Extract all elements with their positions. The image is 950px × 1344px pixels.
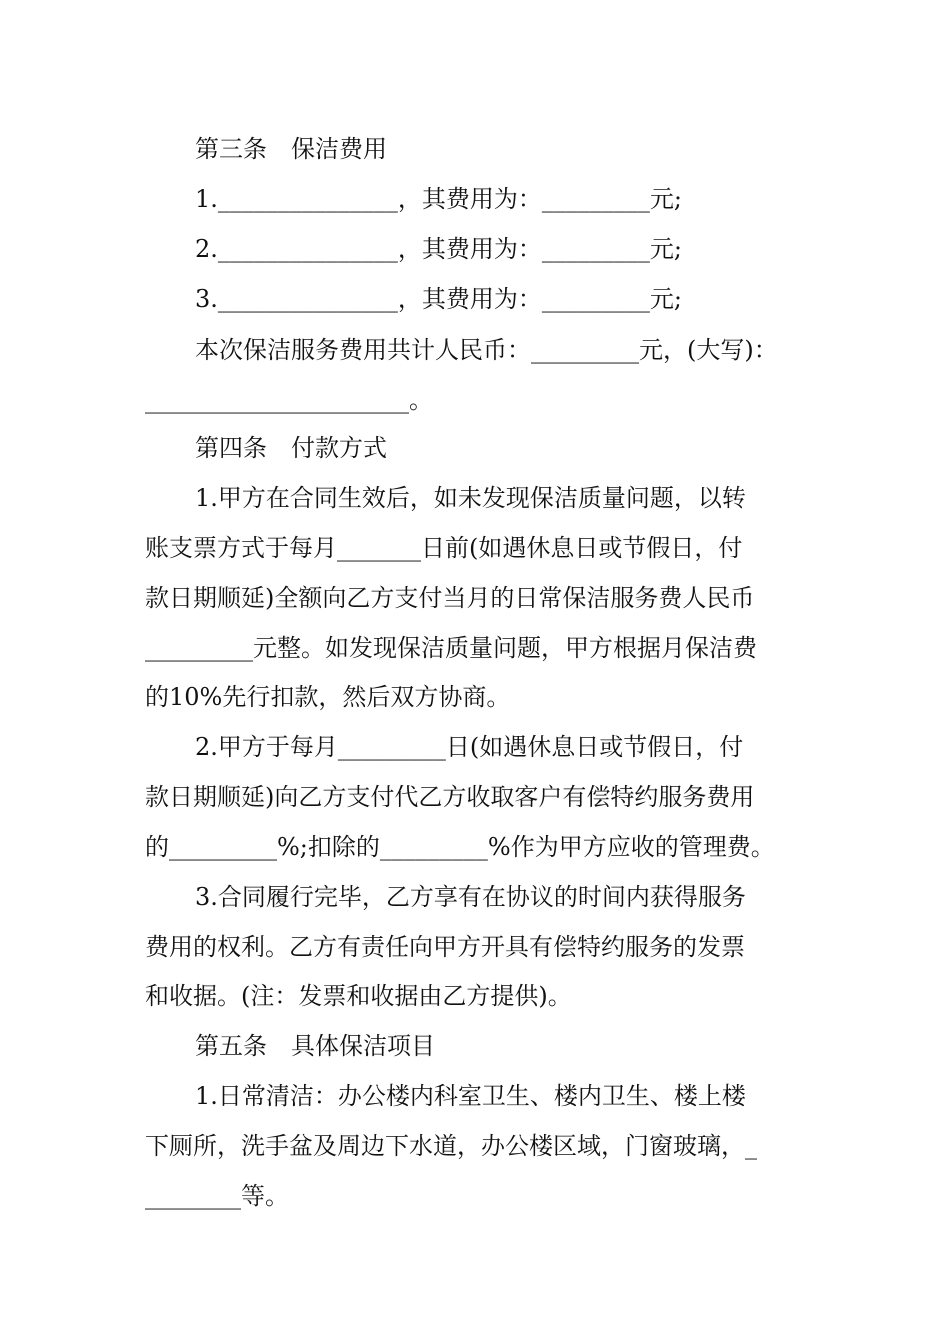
- fee-item-2: 2._______________，其费用为：_________元;: [195, 235, 682, 263]
- payment-clause-3-line-2: 费用的权利。乙方有责任向甲方开具有偿特约服务的发票: [145, 933, 745, 961]
- fee-item-3: 3._______________，其费用为：_________元;: [195, 285, 682, 313]
- cleaning-item-1-line-2: 下厕所，洗手盆及周边下水道，办公楼区域，门窗玻璃，_: [145, 1132, 757, 1160]
- payment-clause-2-line-2: 款日期顺延)向乙方支付代乙方收取客户有偿特约服务费用: [145, 783, 755, 811]
- cleaning-item-1-line-1: 1.日常清洁：办公楼内科室卫生、楼内卫生、楼上楼: [195, 1082, 746, 1110]
- total-fee-uppercase: ______________________。: [145, 386, 433, 414]
- payment-clause-1-line-3: 款日期顺延)全额向乙方支付当月的日常保洁服务费人民币: [145, 584, 755, 612]
- payment-clause-2-line-3: 的_________%;扣除的_________%作为甲方应收的管理费。: [145, 833, 775, 861]
- payment-clause-1-line-5: 的10%先行扣款，然后双方协商。: [145, 683, 511, 711]
- total-fee-line: 本次保洁服务费用共计人民币：_________元，(大写)：: [195, 336, 778, 364]
- article-3-heading: 第三条 保洁费用: [195, 135, 387, 163]
- payment-clause-1-line-1: 1.甲方在合同生效后，如未发现保洁质量问题，以转: [195, 484, 746, 512]
- payment-clause-2-line-1: 2.甲方于每月_________日(如遇休息日或节假日，付: [195, 733, 744, 761]
- article-5-heading: 第五条 具体保洁项目: [195, 1032, 435, 1060]
- article-4-heading: 第四条 付款方式: [195, 434, 387, 462]
- payment-clause-1-line-4: _________元整。如发现保洁质量问题，甲方根据月保洁费: [145, 634, 757, 662]
- payment-clause-3-line-1: 3.合同履行完毕，乙方享有在协议的时间内获得服务: [195, 883, 746, 911]
- payment-clause-1-line-2: 账支票方式于每月_______日前(如遇休息日或节假日，付: [145, 534, 743, 562]
- fee-item-1: 1._______________，其费用为：_________元;: [195, 185, 682, 213]
- cleaning-item-1-line-3: ________等。: [145, 1182, 289, 1210]
- payment-clause-3-line-3: 和收据。(注：发票和收据由乙方提供)。: [145, 982, 572, 1010]
